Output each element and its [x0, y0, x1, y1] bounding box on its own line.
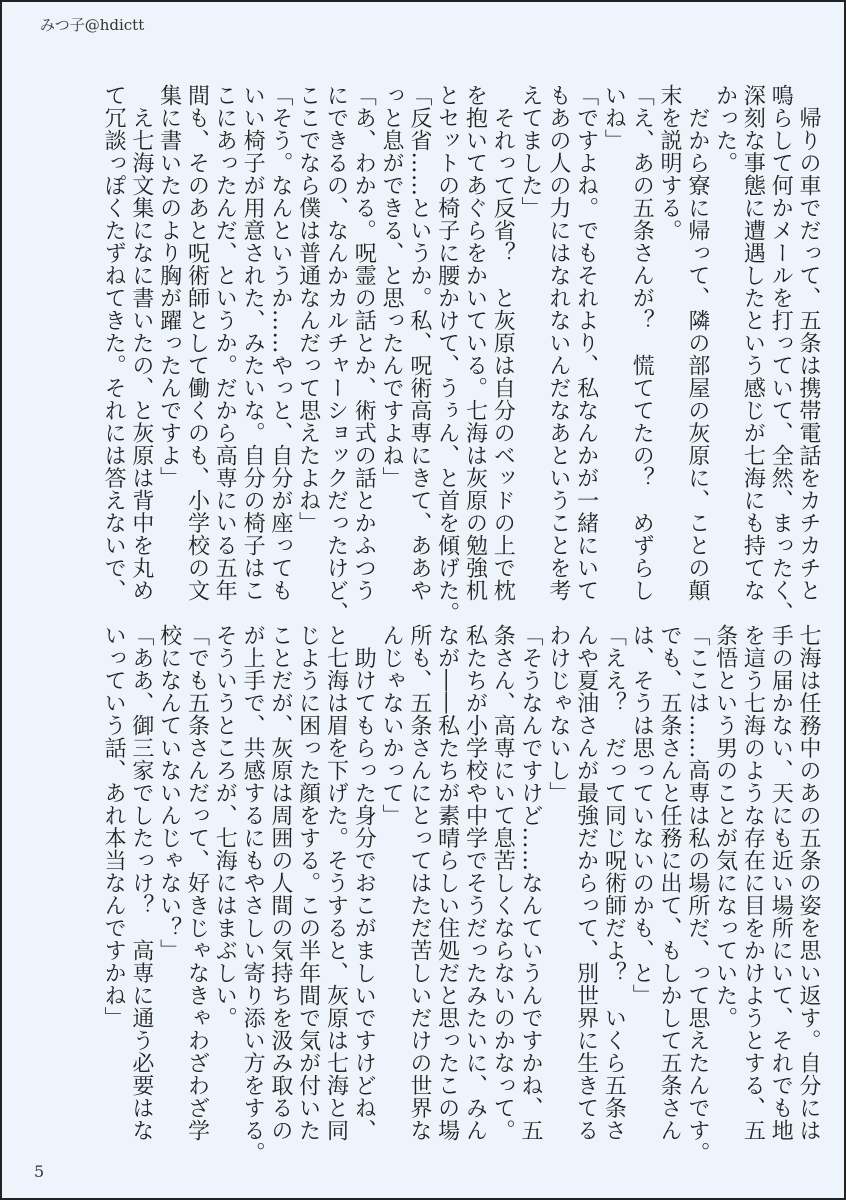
text-line: っと息ができる、と思ったんですよね」 [379, 84, 405, 489]
text-line: 「反省……というか。私、呪術高専にきて、ああや [406, 84, 432, 602]
text-line: は、そうは思っていないのかも、と」 [629, 624, 655, 1007]
text-block-bottom [98, 624, 822, 1164]
text-line: ことだが、灰原は周囲の人間の気持ちを汲み取るの [267, 624, 293, 1142]
text-line: それって反省？ と灰原は自分のベッドの上で枕 [490, 84, 516, 602]
text-line: 帰りの車でだって、五条は携帯電話をカチカチと [796, 84, 821, 602]
text-line: わけじゃないし」 [545, 624, 571, 804]
page-number: 5 [34, 1162, 45, 1181]
text-line: こにあったんだ、というか。だから高専にいる五年 [212, 84, 238, 602]
text-line: 七海は任務中のあの五条の姿を思い返す。自分には [796, 624, 821, 1142]
text-line: 私たちが小学校や中学でそうだったみたいに、みん [462, 624, 488, 1142]
text-line: て冗談っぽくたずねてきた。それには答えないで、 [101, 84, 127, 602]
text-line: にできるの、なんかカルチャーショックだったけど、 [323, 84, 349, 624]
text-line: もあの人の力にはなれないんだなあということを考 [545, 84, 571, 602]
text-line: 「え、あの五条さんが？ 慌ててたの？ めずらし [629, 84, 655, 602]
text-line: とセットの椅子に腰かけて、うぅん、と首を傾げた。 [434, 84, 460, 624]
text-line: 間も、そのあと呪術師として働くのも、小学校の文 [184, 84, 210, 602]
text-line: ここでなら僕は普通なんだって思えたよね」 [295, 84, 321, 534]
text-line: 「ですよね。でもそれより、私なんかが一緒にいて [573, 84, 599, 602]
text-line: 「そうなんですけど……なんていうんですかね、五 [518, 624, 544, 1142]
text-line: 校になんていないんじゃない？」 [156, 624, 182, 962]
text-line: 末を説明する。 [657, 84, 683, 242]
text-line: と七海は眉を下げた。そうすると、灰原は七海と同 [323, 624, 349, 1142]
text-line: が上手で、共感するにもやさしい寄り添い方をする。 [240, 624, 266, 1164]
text-line: 助けてもらった身分でおこがましいですけどね、 [351, 624, 377, 1142]
text-line: 「ここは……高専は私の場所だ、って思えたんです。 [684, 624, 710, 1164]
text-line: 鳴らして何かメールを打っていて、全然、まったく、 [768, 84, 794, 624]
text-line: えてました」 [518, 84, 544, 219]
text-line: じように困った顔をする。この半年間で気が付いた [295, 624, 321, 1142]
text-line: 「ええ？ だって同じ呪術師だよ？ いくら五条さ [601, 624, 627, 1142]
text-line: だから寮に帰って、隣の部屋の灰原に、ことの顛 [684, 84, 710, 602]
text-line: 「でも五条さんだって、好きじゃなきゃわざわざ学 [184, 624, 210, 1142]
text-line: 「そう。なんというか……やっと、自分が座っても [267, 84, 293, 602]
text-line: んや夏油さんが最強だからって、別世界に生きてる [573, 624, 599, 1142]
text-line: を抱いてあぐらをかいている。七海は灰原の勉強机 [462, 84, 488, 602]
text-line: いっていう話、あれ本当なんですかね」 [101, 624, 127, 1029]
text-line: 「ああ、御三家でしたっけ？ 高専に通う必要はな [128, 624, 154, 1142]
text-line: え七海文集になに書いたの、と灰原は背中を丸め [128, 84, 154, 602]
text-line: 手の届かない、天にも近い場所にいて、それでも地 [768, 624, 794, 1142]
text-line: そういうところが、七海にはまぶしい。 [212, 624, 238, 1029]
text-line: んじゃないかって」 [379, 624, 405, 827]
text-line: を這う七海のような存在に目をかけようとする、五 [740, 624, 766, 1142]
text-line: 条悟という男のことが気になっていた。 [712, 624, 738, 1029]
text-line: なが――私たちが素晴らしい住処だと思ったこの場 [434, 624, 460, 1142]
text-line: 深刻な事態に遭遇したという感じが七海にも持てな [740, 84, 766, 602]
text-line: いい椅子が用意された、みたいな。自分の椅子はこ [240, 84, 266, 602]
text-line: かった。 [712, 84, 738, 174]
text-block-top [98, 84, 822, 624]
text-line: でも、五条さんと任務に出て、もしかして五条さん [657, 624, 683, 1142]
text-line: 条さん、高専にいて息苦しくならないのかなって。 [490, 624, 516, 1142]
text-line: 「あ、わかる。呪霊の話とか、術式の話とかふつう [351, 84, 377, 602]
author-handle: みつ子@hdictt [40, 16, 145, 34]
text-line: 所も、五条さんにとってはただ苦しいだけの世界な [406, 624, 432, 1142]
text-line: 集に書いたのより胸が躍ったんですよ」 [156, 84, 182, 489]
text-line: いね」 [601, 84, 627, 152]
